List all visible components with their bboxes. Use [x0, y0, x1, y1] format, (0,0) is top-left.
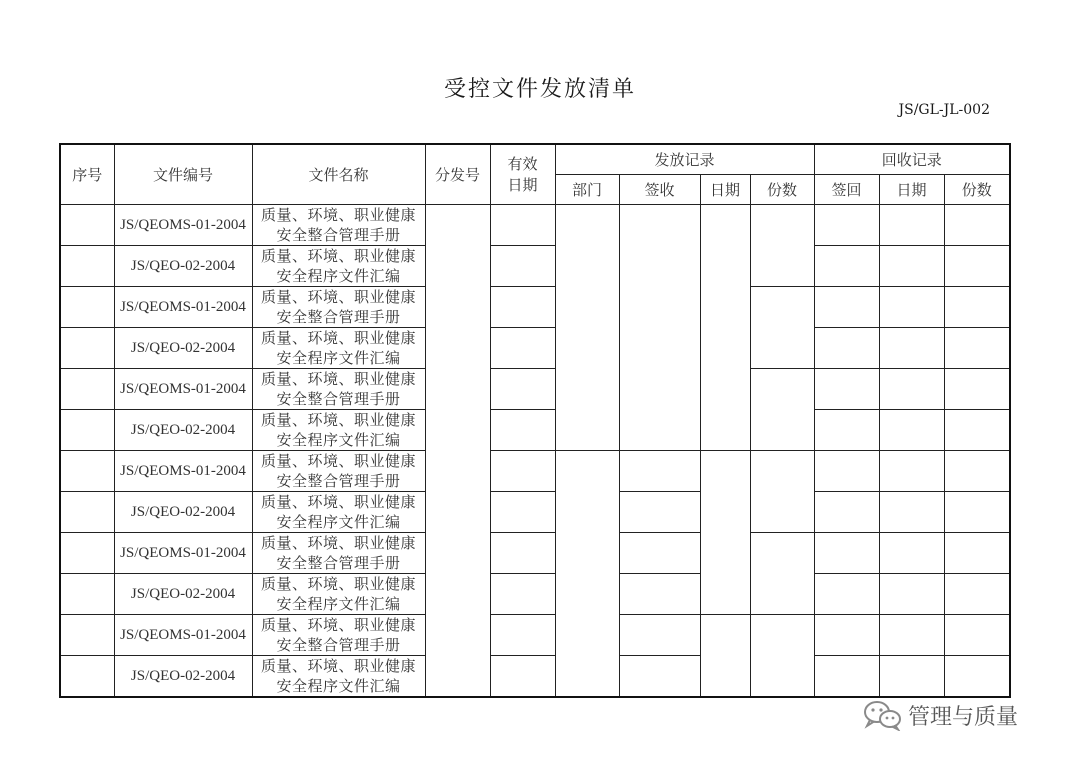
doc-name-line1: 质量、环境、职业健康 — [260, 411, 416, 429]
table-row — [60, 574, 1010, 615]
valid-date-cell — [490, 287, 555, 328]
sign-cell — [619, 615, 700, 656]
header-dist-no: 分发号 — [425, 144, 490, 205]
form-title: 受控文件发放清单 — [443, 77, 636, 102]
table-row — [60, 615, 1010, 656]
doc-name-cell — [252, 410, 425, 451]
valid-date-cell — [490, 492, 555, 533]
recall-copies-cell — [944, 615, 1010, 656]
doc-name-cell — [252, 246, 425, 287]
sign-cell — [619, 533, 700, 574]
header-issue-record: 发放记录 — [555, 144, 814, 175]
recall-copies-cell — [944, 574, 1010, 615]
recall-copies-cell — [944, 451, 1010, 492]
table-row — [60, 328, 1010, 369]
doc-name-cell — [252, 287, 425, 328]
valid-date-cell — [490, 410, 555, 451]
doc-name-line1: 质量、环境、职业健康 — [260, 329, 416, 347]
table-row — [60, 451, 1010, 492]
recall-copies-cell — [944, 656, 1010, 698]
doc-name-cell — [252, 533, 425, 574]
header-seq: 序号 — [60, 144, 114, 205]
doc-name-line2: 安全整合管理手册 — [276, 226, 401, 244]
table-row — [60, 246, 1010, 287]
seq-cell — [60, 410, 114, 451]
seq-cell — [60, 369, 114, 410]
header-issue-date: 日期 — [700, 175, 750, 205]
valid-date-cell — [490, 574, 555, 615]
doc-no-cell: JS/QEOMS-01-2004 — [114, 205, 252, 246]
valid-date-cell — [490, 533, 555, 574]
recall-date-cell — [879, 615, 944, 656]
doc-name-line1: 质量、环境、职业健康 — [260, 288, 416, 306]
recall-date-cell — [879, 656, 944, 698]
doc-name-line1: 质量、环境、职业健康 — [260, 493, 416, 511]
issue-copies-cell — [750, 369, 814, 451]
recall-sign-cell — [814, 246, 879, 287]
doc-name-cell — [252, 328, 425, 369]
doc-name-line1: 质量、环境、职业健康 — [260, 534, 416, 552]
issue-copies-cell — [750, 533, 814, 615]
recall-sign-cell — [814, 615, 879, 656]
recall-copies-cell — [944, 410, 1010, 451]
seq-cell — [60, 246, 114, 287]
issue-date-cell — [700, 615, 750, 698]
header-doc-name: 文件名称 — [252, 144, 425, 205]
doc-no-cell: JS/QEO-02-2004 — [114, 656, 252, 698]
recall-copies-cell — [944, 328, 1010, 369]
sign-cell — [619, 656, 700, 698]
issue-date-cell — [700, 451, 750, 615]
doc-no-cell: JS/QEO-02-2004 — [114, 492, 252, 533]
valid-date-cell — [490, 246, 555, 287]
seq-cell — [60, 574, 114, 615]
doc-no-cell: JS/QEOMS-01-2004 — [114, 533, 252, 574]
recall-date-cell — [879, 451, 944, 492]
issue-date-cell — [700, 205, 750, 451]
seq-cell — [60, 533, 114, 574]
doc-no-cell: JS/QEOMS-01-2004 — [114, 287, 252, 328]
table-body — [60, 205, 1010, 698]
recall-date-cell — [879, 369, 944, 410]
issue-copies-cell — [750, 615, 814, 698]
doc-no-cell: JS/QEOMS-01-2004 — [114, 369, 252, 410]
wechat-icon — [862, 699, 902, 731]
valid-date-cell — [490, 451, 555, 492]
seq-cell — [60, 492, 114, 533]
doc-name-line2: 安全程序文件汇编 — [276, 431, 401, 449]
doc-name-cell — [252, 205, 425, 246]
doc-name-cell — [252, 492, 425, 533]
valid-date-cell — [490, 205, 555, 246]
dept-cell — [555, 451, 619, 698]
header-recall-record: 回收记录 — [814, 144, 1010, 175]
table-row — [60, 656, 1010, 698]
sign-cell — [619, 205, 700, 451]
recall-date-cell — [879, 246, 944, 287]
table-row — [60, 287, 1010, 328]
doc-no-cell: JS/QEO-02-2004 — [114, 410, 252, 451]
doc-name-cell — [252, 369, 425, 410]
seq-cell — [60, 656, 114, 698]
header-recall-date: 日期 — [879, 175, 944, 205]
doc-name-line1: 质量、环境、职业健康 — [260, 370, 416, 388]
dist-no-cell — [425, 205, 490, 698]
doc-name-line1: 质量、环境、职业健康 — [260, 206, 416, 224]
watermark — [862, 697, 1018, 733]
doc-name-line2: 安全程序文件汇编 — [276, 349, 401, 367]
seq-cell — [60, 287, 114, 328]
doc-no-cell: JS/QEOMS-01-2004 — [114, 451, 252, 492]
watermark-text: 管理与质量 — [908, 704, 1019, 730]
issue-copies-cell — [750, 287, 814, 369]
sign-cell — [619, 451, 700, 492]
issue-copies-cell — [750, 205, 814, 287]
doc-name-line1: 质量、环境、职业健康 — [260, 247, 416, 265]
header-recall-sign: 签回 — [814, 175, 879, 205]
recall-date-cell — [879, 574, 944, 615]
table-row — [60, 533, 1010, 574]
table-row — [60, 410, 1010, 451]
table-row — [60, 205, 1010, 246]
recall-sign-cell — [814, 451, 879, 492]
recall-copies-cell — [944, 369, 1010, 410]
recall-date-cell — [879, 287, 944, 328]
recall-sign-cell — [814, 205, 879, 246]
doc-name-line2: 安全程序文件汇编 — [276, 677, 401, 695]
doc-name-cell — [252, 451, 425, 492]
doc-name-line1: 质量、环境、职业健康 — [260, 452, 416, 470]
header-valid-line1: 有效 — [507, 154, 538, 173]
header-doc-no: 文件编号 — [114, 144, 252, 205]
recall-sign-cell — [814, 656, 879, 698]
issue-copies-cell — [750, 451, 814, 533]
recall-date-cell — [879, 205, 944, 246]
recall-date-cell — [879, 328, 944, 369]
doc-name-line2: 安全整合管理手册 — [276, 636, 401, 654]
doc-name-cell — [252, 574, 425, 615]
sign-cell — [619, 574, 700, 615]
recall-copies-cell — [944, 205, 1010, 246]
doc-name-cell — [252, 615, 425, 656]
recall-sign-cell — [814, 533, 879, 574]
doc-name-line2: 安全程序文件汇编 — [276, 595, 401, 613]
seq-cell — [60, 328, 114, 369]
recall-date-cell — [879, 410, 944, 451]
header-recall-copies: 份数 — [944, 175, 1010, 205]
doc-name-line2: 安全程序文件汇编 — [276, 267, 401, 285]
recall-sign-cell — [814, 369, 879, 410]
recall-sign-cell — [814, 492, 879, 533]
seq-cell — [60, 205, 114, 246]
doc-name-line2: 安全整合管理手册 — [276, 308, 401, 326]
recall-copies-cell — [944, 246, 1010, 287]
doc-name-cell — [252, 656, 425, 698]
table-row — [60, 369, 1010, 410]
recall-sign-cell — [814, 287, 879, 328]
sign-cell — [619, 492, 700, 533]
doc-name-line2: 安全整合管理手册 — [276, 390, 401, 408]
recall-sign-cell — [814, 328, 879, 369]
distribution-table — [59, 143, 1011, 698]
valid-date-cell — [490, 369, 555, 410]
doc-name-line1: 质量、环境、职业健康 — [260, 575, 416, 593]
doc-no-cell: JS/QEOMS-01-2004 — [114, 615, 252, 656]
seq-cell — [60, 451, 114, 492]
valid-date-cell — [490, 656, 555, 698]
recall-date-cell — [879, 533, 944, 574]
doc-name-line2: 安全整合管理手册 — [276, 554, 401, 572]
doc-no-cell: JS/QEO-02-2004 — [114, 328, 252, 369]
table-row — [60, 492, 1010, 533]
recall-copies-cell — [944, 492, 1010, 533]
recall-date-cell — [879, 492, 944, 533]
doc-name-line1: 质量、环境、职业健康 — [260, 657, 416, 675]
doc-name-line2: 安全整合管理手册 — [276, 472, 401, 490]
dept-cell — [555, 205, 619, 451]
recall-sign-cell — [814, 410, 879, 451]
valid-date-cell — [490, 328, 555, 369]
doc-name-line1: 质量、环境、职业健康 — [260, 616, 416, 634]
recall-copies-cell — [944, 533, 1010, 574]
doc-name-line2: 安全程序文件汇编 — [276, 513, 401, 531]
header-valid-line2: 日期 — [507, 175, 538, 194]
header-issue-copies: 份数 — [750, 175, 814, 205]
recall-sign-cell — [814, 574, 879, 615]
header-sign: 签收 — [619, 175, 700, 205]
doc-no-cell: JS/QEO-02-2004 — [114, 574, 252, 615]
seq-cell — [60, 615, 114, 656]
header-valid-date — [490, 144, 555, 205]
doc-no-cell: JS/QEO-02-2004 — [114, 246, 252, 287]
header-dept: 部门 — [555, 175, 619, 205]
recall-copies-cell — [944, 287, 1010, 328]
form-code: JS/GL-JL-002 — [898, 102, 990, 118]
valid-date-cell — [490, 615, 555, 656]
